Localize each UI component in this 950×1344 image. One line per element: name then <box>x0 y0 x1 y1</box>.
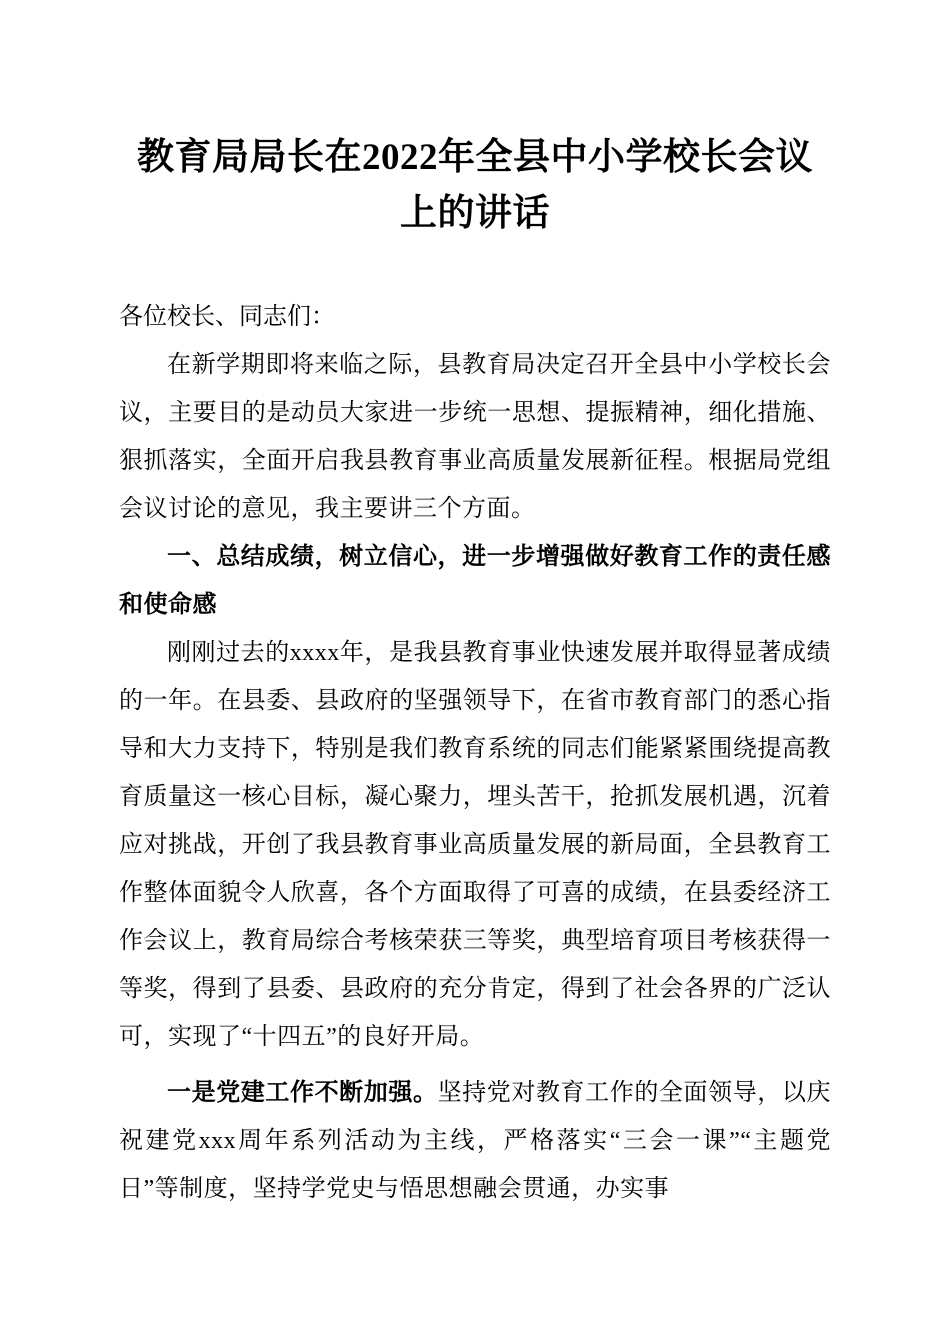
intro-paragraph: 在新学期即将来临之际，县教育局决定召开全县中小学校长会议，主要目的是动员大家进一步统一思想、提振精神，细化措施、狠抓落实，全面开启我县教育事业高质量发展新征程。根据局党组会议讨论的意见，我主要讲三个方面。 <box>119 352 831 522</box>
section-1-heading: 一、总结成绩，树立信心，进一步增强做好教育工作的责任感和使命感 <box>119 543 831 618</box>
section-1-paragraph: 刚刚过去的xxxx年，是我县教育事业快速发展并取得显著成绩的一年。在县委、县政府的坚强领导下，在省市教育部门的悉心指导和大力支持下，特别是我们教育系统的同志们能紧紧围绕提高教育质量这一核心目标，凝心聚力，埋头苦干，抢抓发展机遇，沉着应对挑战，开创了我县教育事业高质量发展的新局面，全县教育工作整体面貌令人欣喜，各个方面取得了可喜的成绩，在县委经济工作会议上，教育局综合考核荣获三等奖，典型培育项目考核获得一等奖，得到了县委、县政府的充分肯定，得到了社会各界的广泛认可，实现了“十四五”的良好开局。 <box>119 640 831 1050</box>
point-1-text: 坚持党对教育工作的全面领导，以庆祝建党xxx周年系列活动为主线，严格落实“三会一课”“主题党日”等制度，坚持学党史与悟思想融会贯通，办实事 <box>119 1080 832 1202</box>
salutation: 各位校长、同志们： <box>119 304 335 330</box>
point-1-lead: 一是党建工作不断加强。 <box>167 1080 438 1106</box>
point-1-paragraph <box>119 1069 831 1213</box>
document-title: 教育局局长在2022年全县中小学校长会议上的讲话 <box>137 137 813 234</box>
